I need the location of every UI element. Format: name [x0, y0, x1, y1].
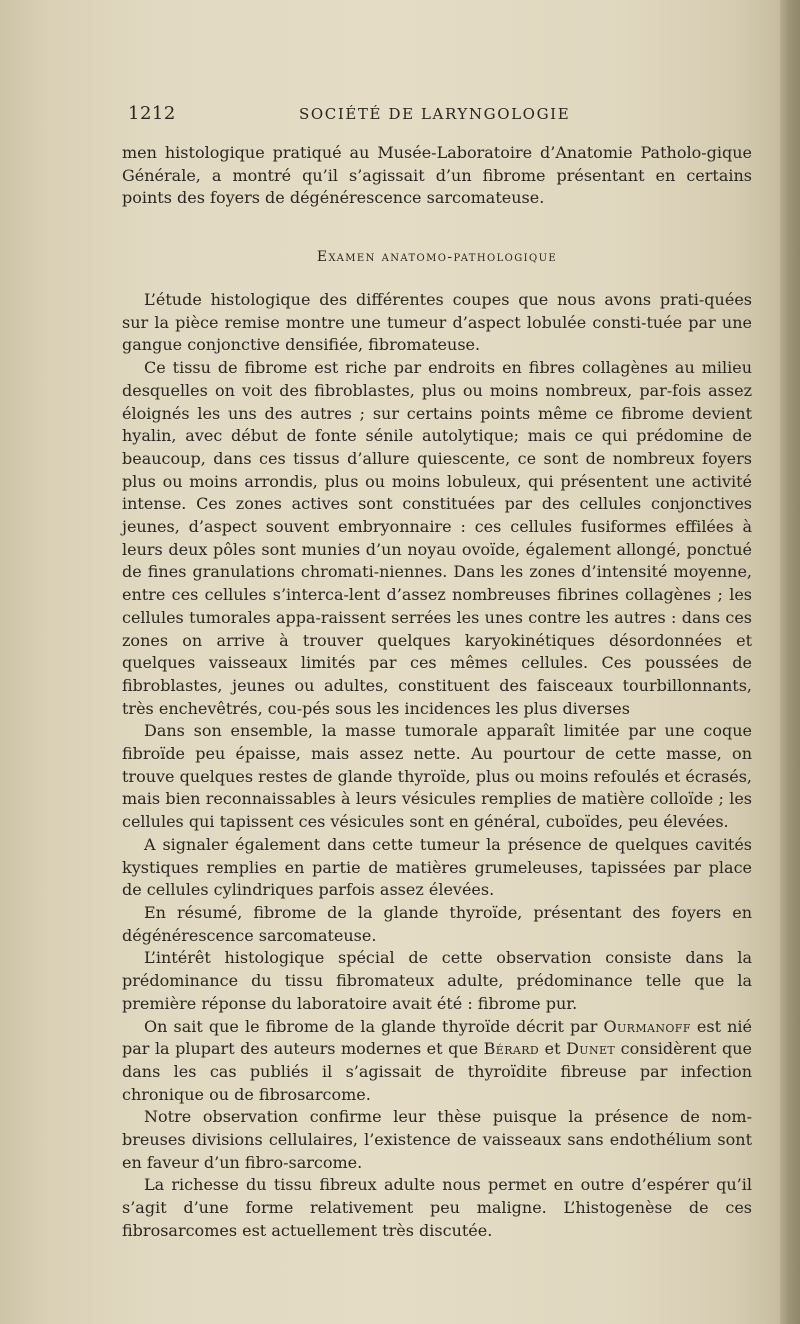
- paragraph-4: A signaler également dans cette tumeur la présence de quelques cavités kystiques remplies en partie de matières grumeleuses, tapissées par place de cellules cylindriques parfois assez élevées.: [122, 834, 752, 900]
- paragraph-2: Ce tissu de fibrome est riche par endroits en fibres collagènes au milieu desquelles on voit des fibroblastes, plus ou moins nombreux, par-fois assez éloignés les uns des autres ; sur certains points même ce fibrome devient hyalin, avec début de fonte sénile autolytique; mais ce qui prédomine de beaucoup, dans ces tissus d’allure quiescente, ce sont de nombreux foyers plus ou moins arrondis, plus ou moins lobuleux, qui présentent une activité intense. Ces zones actives sont constituées par des cellules conjonctives jeunes, d’aspect souvent embryonnaire : ces cellules fusiformes effilées à leurs deux pôles sont munies d’un noyau ovoïde, également allongé, ponctué de fines granulations chromati-niennes. Dans les zones d’intensité moyenne, entre ces cellules s’interca-lent d’assez nombreuses fibrines collagènes ; les cellules tumorales appa-raissent serrées les unes contre les autres : dans ces zones on arrive à trouver quelques karyokinétiques désordonnées et quelques vaisseaux limités par ces mêmes cellules. Ces poussées de fibroblastes, jeunes ou adultes, constituent des faisceaux tourbillonnants, très enchevêtrés, cou-pés sous les incidences les plus diverses: [122, 358, 752, 718]
- paragraph-7-text-b: est nié par la plupart des auteurs modernes et que: [122, 1016, 753, 1059]
- paragraph-7-text-d: considèrent que dans les cas publiés il s’agissait de thyroïdite fibreuse par infection chronique ou de fibrosarcome.: [122, 1039, 753, 1104]
- paragraph-7: [122, 1016, 752, 1107]
- author-name-berard: Bérard: [483, 1039, 540, 1059]
- paragraph-8: Notre observation confirme leur thèse puisque la présence de nom-breuses divisions cellulaires, l’existence de vaisseaux sans endothélium sont en faveur d’un fibro-sarcome.: [122, 1107, 752, 1172]
- paragraph-7-text-c: et: [539, 1039, 567, 1059]
- paragraph-3: Dans son ensemble, la masse tumorale apparaît limitée par une coque fibroïde peu épaisse, mais assez nette. Au pourtour de cette masse, on trouve quelques restes de glande thyroïde, plus ou moins refoulés et écrasés, mais bien reconnaissables à leurs vésicules remplies de matière colloïde ; les cellules qui tapissent ces vésicules sont en général, cuboïdes, peu élevées.: [122, 721, 752, 832]
- paragraph-9: La richesse du tissu fibreux adulte nous permet en outre d’espérer qu’il s’agit d’une forme relativement peu maligne. L’histogenèse de ces fibrosarcomes est actuellement très discutée.: [122, 1175, 752, 1240]
- paragraph-6: L’intérêt histologique spécial de cette observation consiste dans la prédominance du tissu fibromateux adulte, prédominance telle que la première réponse du laboratoire avait été : fibrome pur.: [122, 948, 752, 1013]
- page-header: [124, 103, 754, 125]
- running-title: SOCIÉTÉ DE LARYNGOLOGIE: [299, 105, 571, 123]
- author-name-dunet: Dunet: [566, 1039, 616, 1059]
- paragraph-1: L’étude histologique des différentes coupes que nous avons prati-quées sur la pièce remise montre une tumeur d’aspect lobulée consti-tuée par une gangue conjonctive densifiée, fibromateuse.: [122, 290, 752, 355]
- paragraph-5: En résumé, fibrome de la glande thyroïde, présentant des foyers en dégénérescence sarcomateuse.: [122, 902, 752, 945]
- page-edge-shadow: [780, 0, 800, 1324]
- body-text: [122, 289, 752, 1243]
- section-heading: Examen anatomo-pathologique: [316, 249, 558, 265]
- paragraph-top: men histologique pratiqué au Musée-Laboratoire d’Anatomie Patholo-gique Générale, a montré qu’il s’agissait d’un fibrome présentant en certains points des foyers de dégénérescence sarcomateuse.: [122, 143, 752, 208]
- paragraph-7-text-a: On sait que le fibrome de la glande thyroïde décrit par: [144, 1016, 604, 1036]
- page-number: 1212: [128, 103, 176, 124]
- author-name-ourmanoff: Ourmanoff: [603, 1016, 691, 1036]
- top-paragraph-block: [122, 142, 752, 210]
